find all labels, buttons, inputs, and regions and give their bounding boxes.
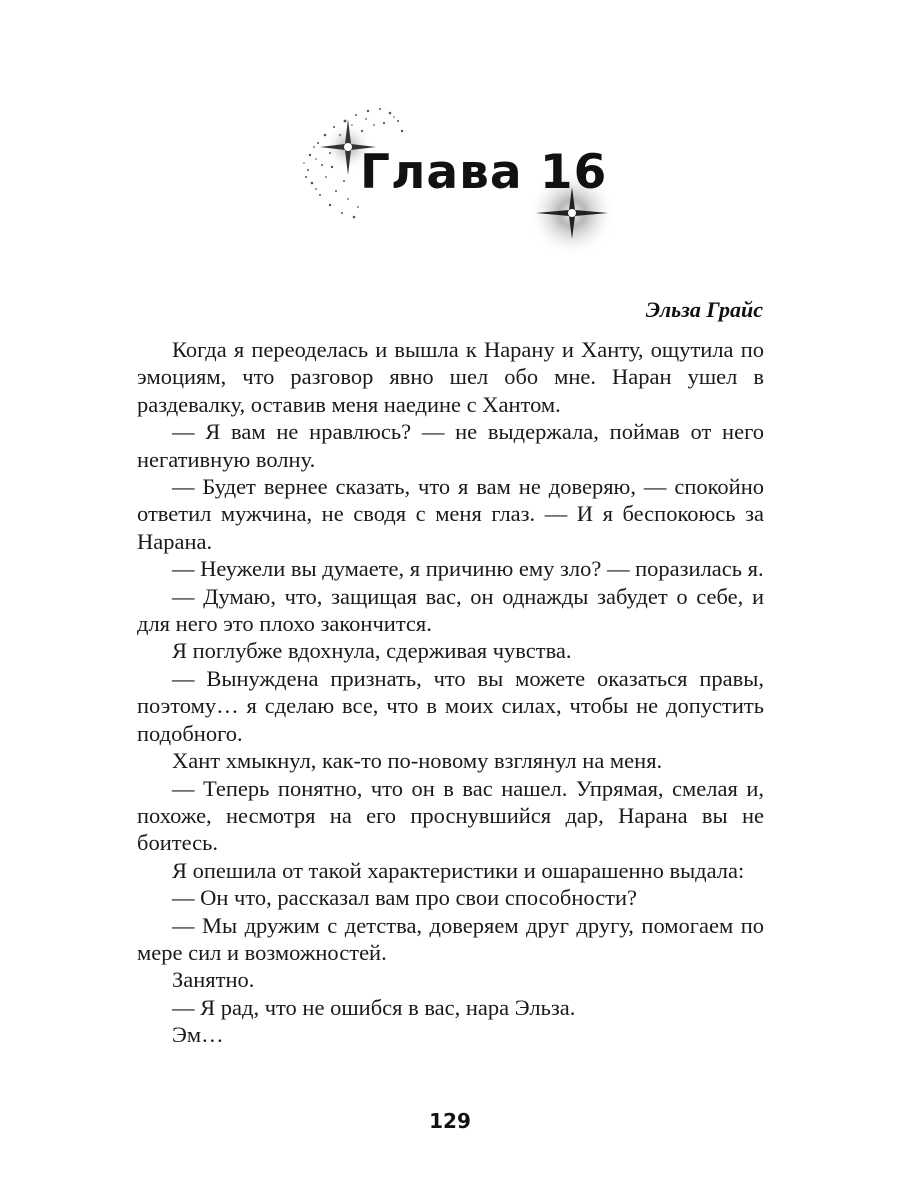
paragraph: — Вынуждена признать, что вы можете оказаться правы, поэтому… я сделаю все, что в моих силах, чтобы не допустить подобного.	[137, 665, 764, 746]
paragraph: Эм…	[172, 1022, 224, 1048]
author-name: Эльза Грайс	[645, 297, 763, 322]
chapter-title: Глава 16	[360, 145, 608, 200]
paragraph: — Я рад, что не ошибся в вас, нара Эльза.	[172, 994, 576, 1020]
paragraph: Занятно.	[172, 967, 255, 993]
chapter-header	[290, 95, 650, 285]
paragraph: Я опешила от такой характеристики и ошарашенно выдала:	[172, 857, 745, 883]
paragraph: Когда я переоделась и вышла к Нарану и Ханту, ощутила по эмоциям, что разговор явно шел обо мне. Наран ушел в раздевалку, оставив меня наедине с Хантом.	[137, 337, 764, 417]
chapter-text	[137, 336, 764, 1049]
paragraph: — Он что, рассказал вам про свои способности?	[172, 885, 638, 911]
paragraph: — Неужели вы думаете, я причиню ему зло? — поразилась я.	[172, 556, 764, 582]
paragraph: — Мы дружим с детства, доверяем друг другу, помогаем по мере сил и возможностей.	[137, 912, 764, 965]
paragraph: Я поглубже вдохнула, сдерживая чувства.	[172, 638, 572, 664]
paragraph: Хант хмыкнул, как-то по-новому взглянул на меня.	[172, 748, 663, 774]
paragraph: — Теперь понятно, что он в вас нашел. Упрямая, смелая и, похоже, несмотря на его проснувшийся дар, Нарана вы не боитесь.	[137, 775, 764, 856]
paragraph: — Я вам не нравлюсь? — не выдержала, поймав от него негативную волну.	[137, 419, 764, 472]
page-number: 129	[429, 1109, 471, 1133]
paragraph: — Будет вернее сказать, что я вам не доверяю, — спокойно ответил мужчина, не сводя с меня глаз. — И я беспокоюсь за Нарана.	[137, 474, 764, 554]
paragraph: — Думаю, что, защищая вас, он однажды забудет о себе, и для него это плохо закончится.	[137, 583, 764, 637]
